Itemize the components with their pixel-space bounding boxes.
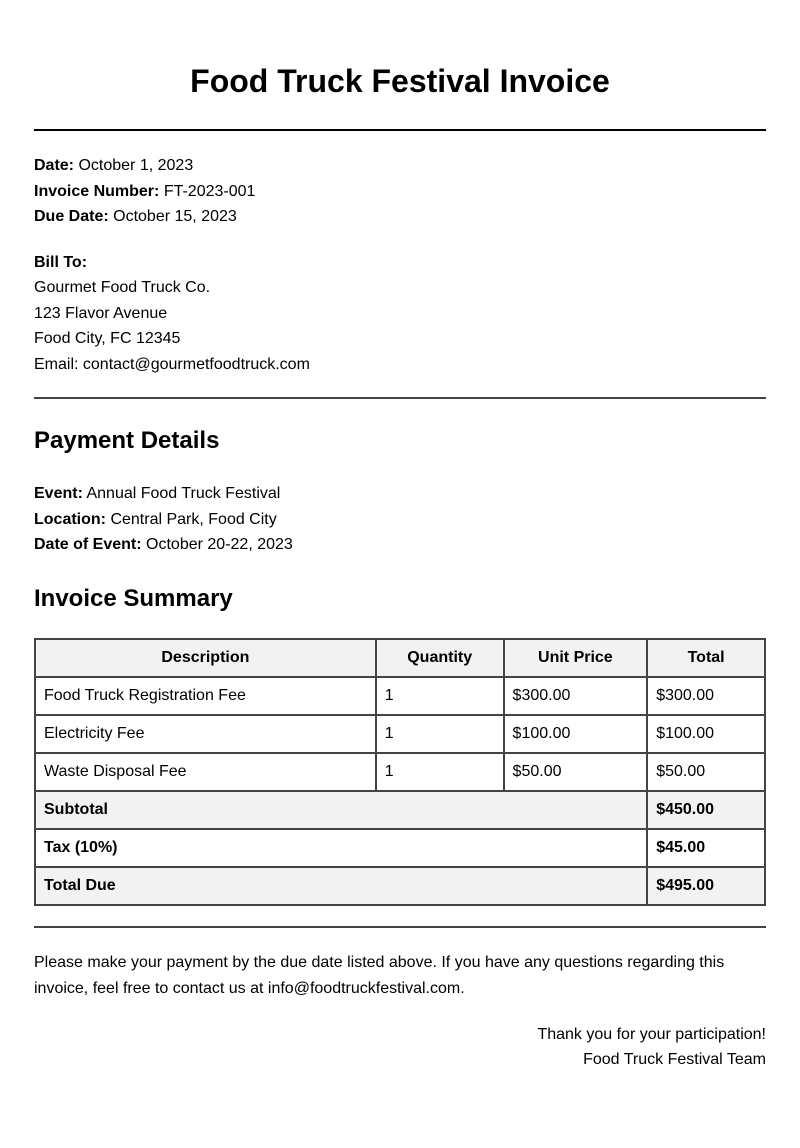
bill-to-address-line1: 123 Flavor Avenue bbox=[34, 304, 168, 322]
event-date-value: October 20-22, 2023 bbox=[146, 536, 293, 553]
row-total: $50.00 bbox=[647, 753, 765, 791]
closing-block bbox=[34, 1022, 766, 1072]
bill-to-name: Gourmet Food Truck Co. bbox=[34, 279, 211, 296]
header-quantity: Quantity bbox=[376, 639, 504, 677]
invoice-meta bbox=[34, 153, 766, 230]
bill-to-address-line2: Food City, FC 12345 bbox=[34, 330, 181, 347]
row-total: $300.00 bbox=[647, 677, 765, 715]
event-line bbox=[34, 481, 766, 507]
subtotal-row bbox=[35, 791, 765, 829]
total-due-label: Total Due bbox=[35, 867, 647, 905]
row-quantity: 1 bbox=[376, 753, 504, 791]
header-unit-price: Unit Price bbox=[504, 639, 648, 677]
subtotal-label: Subtotal bbox=[35, 791, 647, 829]
bill-to-email: Email: contact@gourmetfoodtruck.com bbox=[34, 355, 310, 373]
thank-you-text: Thank you for your participation! bbox=[537, 1025, 766, 1043]
meta-due-value: October 15, 2023 bbox=[113, 208, 237, 225]
tax-value: $45.00 bbox=[647, 829, 765, 867]
signature-text: Food Truck Festival Team bbox=[583, 1050, 766, 1068]
row-description: Food Truck Registration Fee bbox=[35, 677, 376, 715]
meta-due-label: Due Date: bbox=[34, 208, 109, 225]
table-header-row bbox=[35, 639, 765, 677]
title-divider bbox=[34, 129, 766, 131]
event-label: Event: bbox=[34, 485, 83, 502]
tax-row bbox=[35, 829, 765, 867]
meta-invoice-number bbox=[34, 179, 766, 205]
location-value: Central Park, Food City bbox=[110, 510, 277, 528]
total-due-value: $495.00 bbox=[647, 867, 765, 905]
meta-date-label: Date: bbox=[34, 157, 75, 174]
row-description: Electricity Fee bbox=[35, 715, 376, 753]
tax-label: Tax (10%) bbox=[35, 829, 647, 867]
table-row bbox=[35, 677, 765, 715]
invoice-summary-heading: Invoice Summary bbox=[34, 584, 233, 612]
row-total: $100.00 bbox=[647, 715, 765, 753]
location-line bbox=[34, 507, 766, 533]
invoice-summary-table bbox=[34, 638, 766, 906]
footer-divider bbox=[34, 926, 766, 928]
row-description: Waste Disposal Fee bbox=[35, 753, 376, 791]
meta-date-value: October 1, 2023 bbox=[78, 157, 194, 174]
total-due-row bbox=[35, 867, 765, 905]
row-unit-price: $100.00 bbox=[504, 715, 648, 753]
location-label: Location: bbox=[34, 510, 106, 528]
header-description: Description bbox=[35, 639, 376, 677]
invoice-title: Food Truck Festival Invoice bbox=[190, 63, 610, 99]
row-unit-price: $300.00 bbox=[504, 677, 648, 715]
event-date-label: Date of Event: bbox=[34, 536, 142, 553]
meta-due-date bbox=[34, 204, 766, 230]
table-row bbox=[35, 753, 765, 791]
meta-invoice-label: Invoice Number: bbox=[34, 182, 160, 200]
bill-to-label: Bill To: bbox=[34, 253, 88, 271]
subtotal-value: $450.00 bbox=[647, 791, 765, 829]
header-total: Total bbox=[647, 639, 765, 677]
row-unit-price: $50.00 bbox=[504, 753, 648, 791]
event-date-line bbox=[34, 532, 766, 558]
payment-note: Please make your payment by the due date listed above. If you have any questions regarding this invoice, feel free to contact us at info@foodtruckfestival.com. bbox=[34, 953, 725, 997]
meta-invoice-value: FT-2023-001 bbox=[163, 182, 256, 200]
row-quantity: 1 bbox=[376, 715, 504, 753]
section-divider bbox=[34, 397, 766, 399]
table-row bbox=[35, 715, 765, 753]
payment-details-heading: Payment Details bbox=[34, 427, 220, 454]
event-value: Annual Food Truck Festival bbox=[86, 485, 281, 502]
payment-details-block bbox=[34, 481, 766, 558]
bill-to-block bbox=[34, 250, 766, 378]
meta-date bbox=[34, 153, 766, 179]
row-quantity: 1 bbox=[376, 677, 504, 715]
